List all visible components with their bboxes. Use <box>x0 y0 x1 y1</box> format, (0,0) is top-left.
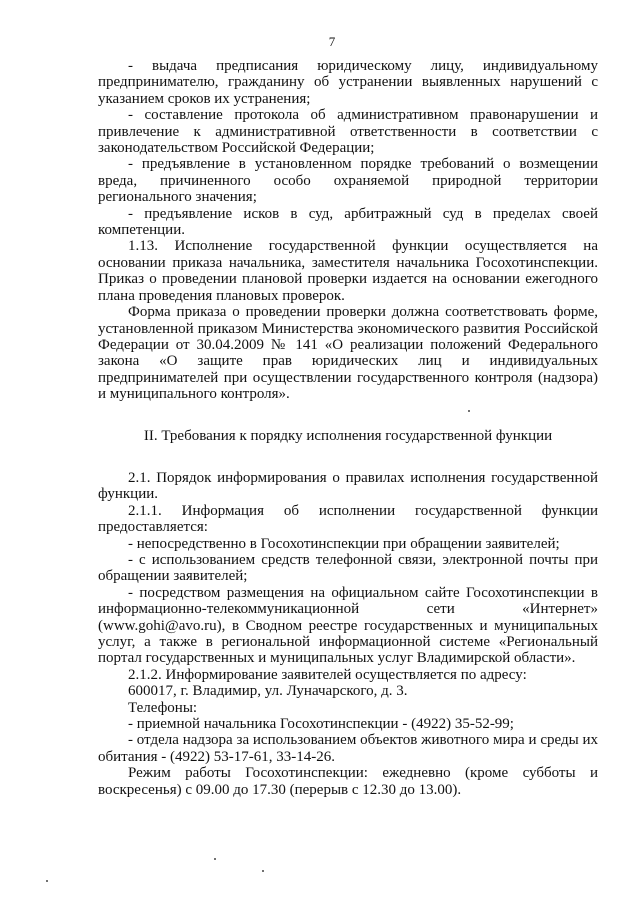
paragraph: - выдача предписания юридическому лицу, индивидуальному предпринимателю, гражданину об устранении выявленных нарушений с указанием сроков их устранения; <box>98 58 598 107</box>
paragraph: 1.13. Исполнение государственной функции осуществляется на основании приказа начальника, заместителя начальника Госохотинспекции. Приказ о проведении плановой проверки издается на основании ежегодного плана проведения плановых проверок. <box>98 238 598 304</box>
paragraph: - отдела надзора за использованием объектов животного мира и среды их обитания - (4922) 53-17-61, 33-14-26. <box>98 732 598 765</box>
section-title: II. Требования к порядку исполнения государственной функции <box>143 427 553 444</box>
scan-speck <box>262 870 264 872</box>
paragraph: - посредством размещения на официальном сайте Госохотинспекции в информационно-телекоммуникационной сети «Интернет» (www.gohi@avo.ru), в Сводном реестре государственных и муниципальных услуг, а также в региональной информационной системе «Региональный портал государственных и муниципальных услуг Владимирской области». <box>98 584 598 667</box>
paragraphs-top <box>98 58 598 403</box>
scan-speck <box>46 880 48 882</box>
paragraph: Форма приказа о проведении проверки должна соответствовать форме, установленной приказом Министерства экономического развития Российской Федерации от 30.04.2009 № 141 «О реализации положений Федерального закона «О защите прав юридических лиц и индивидуальных предпринимателей при осуществлении государственного контроля (надзора) и муниципального контроля». <box>98 304 598 403</box>
scan-speck <box>468 410 470 412</box>
paragraph: 2.1. Порядок информирования о правилах исполнения государственной функции. <box>98 469 598 503</box>
page-number: 7 <box>328 34 336 49</box>
paragraph: 600017, г. Владимир, ул. Луначарского, д. 3. <box>128 683 408 700</box>
paragraph: - составление протокола об административном правонарушении и привлечение к административной ответственности в соответствии с законодательством Российской Федерации; <box>98 107 598 157</box>
paragraph: - непосредственно в Госохотинспекции при обращении заявителей; <box>128 535 560 552</box>
paragraph: - приемной начальника Госохотинспекции - (4922) 35-52-99; <box>128 716 514 733</box>
paragraph: - предъявление исков в суд, арбитражный суд в пределах своей компетенции. <box>98 205 598 239</box>
paragraph: - с использованием средств телефонной связи, электронной почты при обращении заявителей; <box>98 551 598 585</box>
paragraph: 2.1.1. Информация об исполнении государственной функции предоставляется: <box>98 502 598 536</box>
document-body <box>98 58 598 798</box>
paragraph: 2.1.2. Информирование заявителей осуществляется по адресу: <box>128 666 527 683</box>
paragraph: Телефоны: <box>128 699 198 716</box>
scan-speck <box>214 858 216 860</box>
paragraph: Режим работы Госохотинспекции: ежедневно (кроме субботы и воскресенья) с 09.00 до 17.30 (перерыв с 12.30 до 13.00). <box>98 765 598 798</box>
paragraph: - предъявление в установленном порядке требований о возмещении вреда, причиненного особо охраняемой природной территории регионального значения; <box>98 156 598 206</box>
paragraphs-bottom <box>98 470 598 798</box>
